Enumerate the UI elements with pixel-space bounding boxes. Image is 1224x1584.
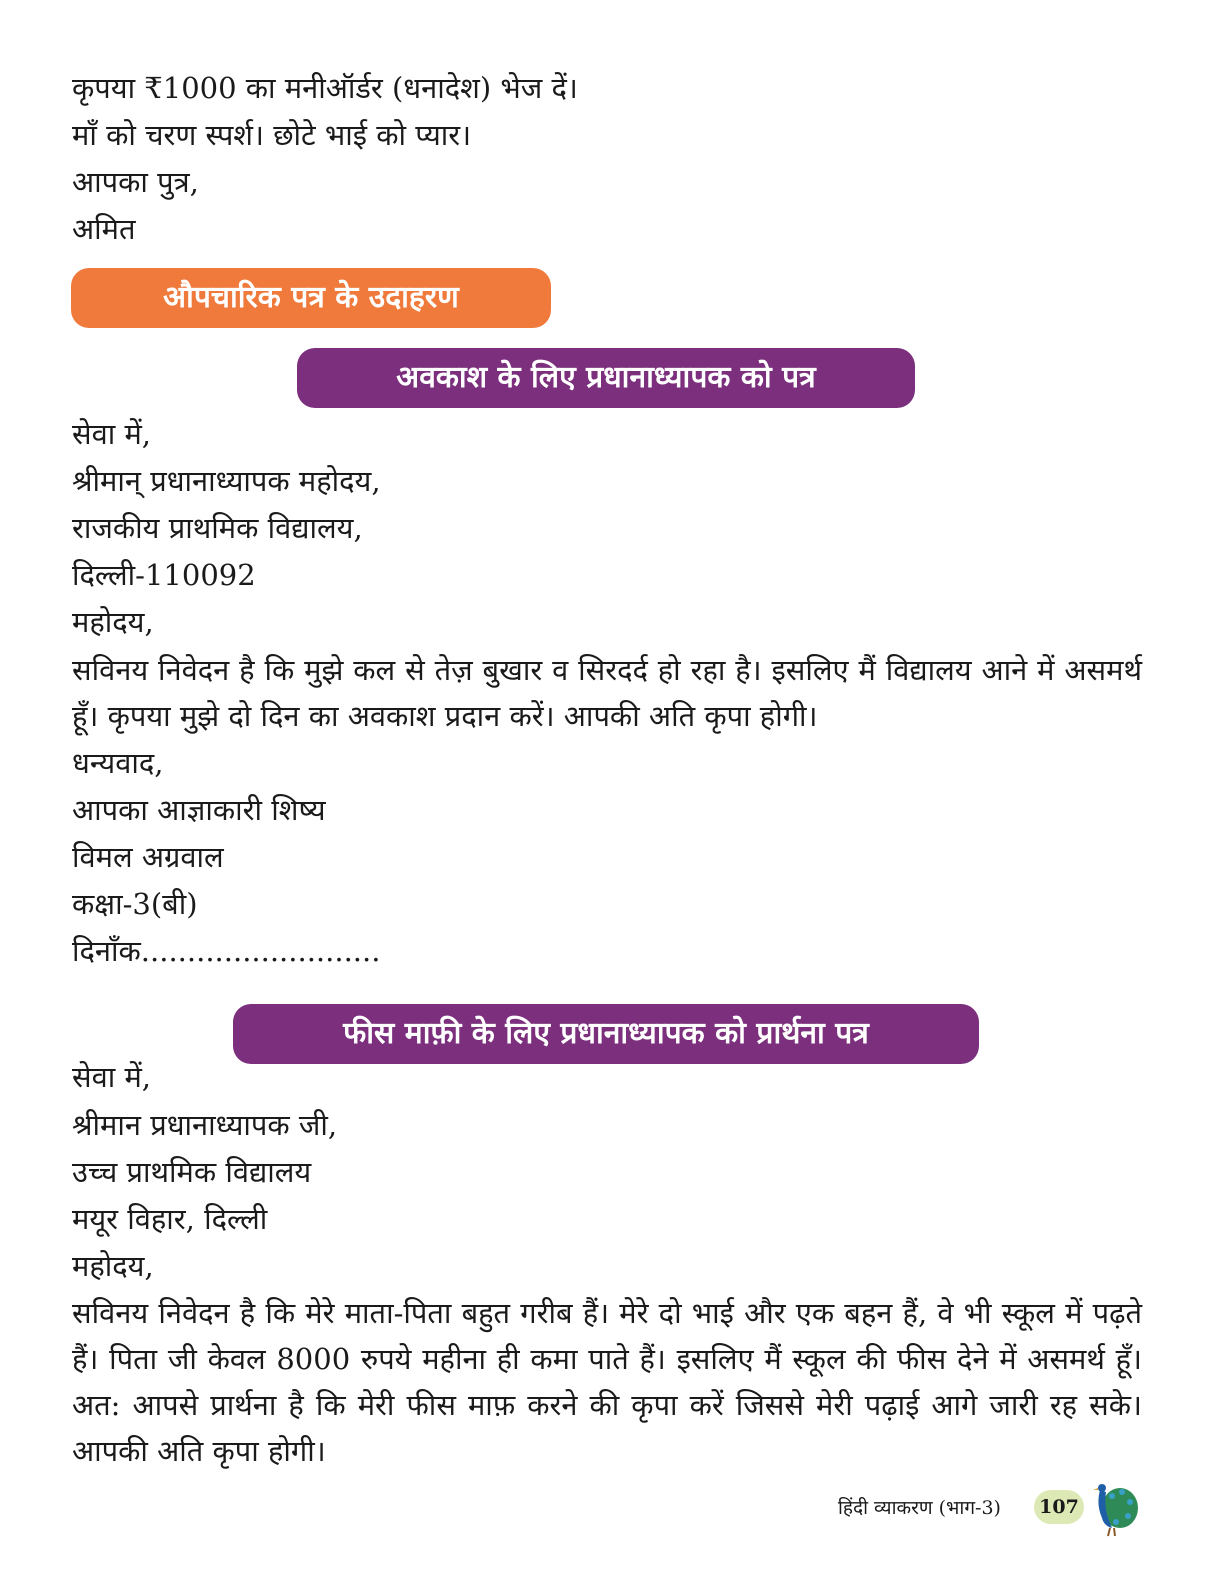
letter2-addressee: श्रीमान प्रधानाध्यापक जी, — [72, 1108, 338, 1142]
letter2-school: उच्च प्राथमिक विद्यालय — [72, 1155, 312, 1189]
letter1-thanks: धन्यवाद, — [72, 746, 164, 780]
letter1-addressee: श्रीमान् प्रधानाध्यापक महोदय, — [72, 464, 381, 498]
letter-signoff: आपका पुत्र, — [72, 165, 199, 199]
letter1-name: विमल अग्रवाल — [72, 840, 224, 874]
letter1-closing: आपका आज्ञाकारी शिष्य — [72, 793, 326, 827]
letter-line: माँ को चरण स्पर्श। छोटे भाई को प्यार। — [72, 118, 472, 152]
peacock-icon — [1082, 1478, 1142, 1538]
page-number: 107 — [1034, 1490, 1084, 1524]
letter1-school: राजकीय प्राथमिक विद्यालय, — [72, 511, 363, 545]
letter-line: कृपया ₹1000 का मनीऑर्डर (धनादेश) भेज दें। — [72, 71, 578, 105]
letter1-to: सेवा में, — [72, 417, 152, 451]
letter1-title: अवकाश के लिए प्रधानाध्यापक को पत्र — [297, 348, 915, 408]
letter1-salutation: महोदय, — [72, 605, 154, 639]
letter2-to: सेवा में, — [72, 1060, 152, 1094]
letter2-title: फीस माफ़ी के लिए प्रधानाध्यापक को प्रार्थना पत्र — [233, 1004, 979, 1064]
letter2-body: सविनय निवेदन है कि मेरे माता-पिता बहुत गरीब हैं। मेरे दो भाई और एक बहन हैं, वे भी स्कूल में पढ़ते हैं। पिता जी केवल 8000 रुपये महीना ही कमा पाते हैं। इसलिए मैं स्कूल की फीस देने में असमर्थ हूँ। अत: आपसे प्रार्थना है कि मेरी फीस माफ़ करने की कृपा करें जिससे मेरी पढ़ाई आगे जारी रह सके। आपकी अति कृपा होगी। — [72, 1296, 1142, 1468]
letter2-salutation: महोदय, — [72, 1249, 154, 1283]
letter-signature: अमित — [72, 212, 136, 246]
letter1-class: कक्षा-3(बी) — [72, 887, 198, 921]
footer-book-title: हिंदी व्याकरण (भाग-3) — [838, 1497, 1001, 1519]
letter1-date: दिनाँक.......................... — [72, 934, 381, 968]
letter1-city: दिल्ली-110092 — [72, 558, 256, 592]
section-heading: औपचारिक पत्र के उदाहरण — [71, 268, 551, 328]
letter1-body: सविनय निवेदन है कि मुझे कल से तेज़ बुखार व सिरदर्द हो रहा है। इसलिए मैं विद्यालय आने में असमर्थ हूँ। कृपया मुझे दो दिन का अवकाश प्रदान करें। आपकी अति कृपा होगी। — [72, 653, 1142, 733]
letter2-city: मयूर विहार, दिल्ली — [72, 1202, 268, 1236]
